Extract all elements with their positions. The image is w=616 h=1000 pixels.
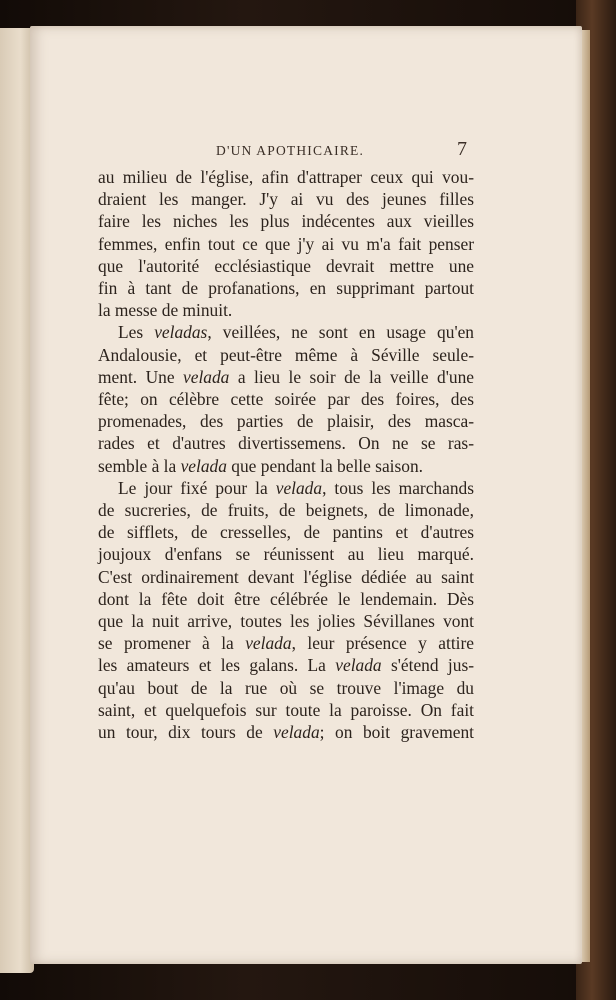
text-line: que l'autorité ecclésiastique devrait mettre une	[98, 255, 474, 276]
text-line: draient les manger. J'y ai vu des jeunes filles	[98, 189, 474, 210]
italic-word: veladas	[154, 322, 208, 343]
page-number: 7	[457, 138, 467, 160]
text-line: les amateurs et les galans. La velada s'étend jus-	[98, 655, 474, 676]
text-line: au milieu de l'église, afin d'attraper ceux qui vou-	[98, 167, 474, 187]
text-line: de sifflets, de cresselles, de pantins et d'autres	[98, 522, 474, 543]
text-line: joujoux d'enfans se réunissent au lieu marqué.	[98, 544, 474, 565]
italic-word: velada	[335, 655, 382, 676]
text-line: promenades, des parties de plaisir, des masca-	[98, 411, 474, 432]
italic-word: velada	[180, 455, 227, 476]
text-line: un tour, dix tours de velada; on boit gravement	[98, 722, 474, 743]
text-line: femmes, enfin tout ce que j'y ai vu m'a fait penser	[98, 233, 474, 254]
text-line: de sucreries, de fruits, de beignets, de limonade,	[98, 500, 474, 521]
italic-word: velada	[245, 633, 292, 654]
text-line: rades et d'autres divertissemens. On ne se ras-	[98, 433, 474, 454]
italic-word: velada	[273, 722, 320, 743]
text-line: fête; on célèbre cette soirée par des foires, des	[98, 389, 474, 410]
left-page-edge	[0, 28, 34, 973]
text-line: ment. Une velada a lieu le soir de la veille d'une	[98, 366, 474, 387]
text-line: saint, et quelquefois sur toute la paroisse. On fait	[98, 699, 474, 720]
page-stack-edge	[582, 30, 590, 962]
text-line: qu'au bout de la rue où se trouve l'image du	[98, 677, 474, 698]
text-line: dont la fête doit être célébrée le lendemain. Dès	[98, 588, 474, 609]
text-line: Andalousie, et peut-être même à Séville seule-	[98, 344, 474, 365]
text-line: Le jour fixé pour la velada, tous les marchands	[118, 477, 474, 498]
body-text	[98, 166, 474, 743]
italic-word: velada	[183, 366, 230, 387]
text-line: faire les niches les plus indécentes aux vieilles	[98, 211, 474, 232]
text-line: C'est ordinairement devant l'église dédiée au saint	[98, 566, 474, 587]
text-line: Les veladas, veillées, ne sont en usage qu'en	[118, 322, 474, 343]
text-line: se promener à la velada, leur présence y attire	[98, 633, 474, 654]
text-line: fin à tant de profanations, en supprimant partout	[98, 278, 474, 299]
italic-word: velada	[275, 477, 323, 498]
text-line: que la nuit arrive, toutes les jolies Sévillanes vont	[98, 611, 474, 632]
text-line: la messe de minuit.	[98, 300, 233, 321]
text-line: semble à la velada que pendant la belle saison.	[98, 455, 424, 476]
running-head: D'UN APOTHICAIRE.	[216, 143, 365, 158]
